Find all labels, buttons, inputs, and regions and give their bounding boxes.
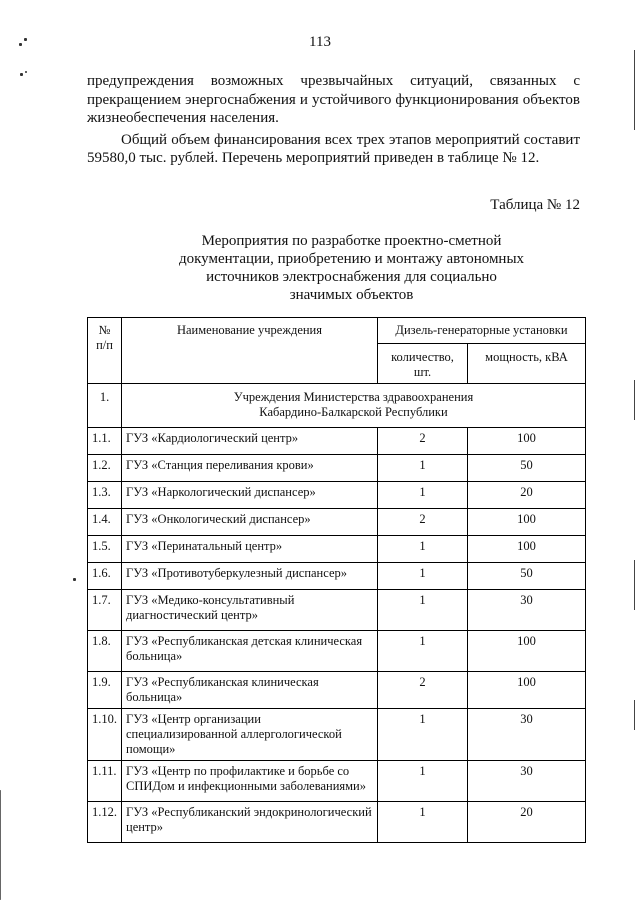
row-institution-name: ГУЗ «Центр организации специализированной аллергологической помощи» xyxy=(122,709,378,761)
row-num: 1.10. xyxy=(88,709,122,761)
row-quantity: 1 xyxy=(378,482,468,509)
intro-paragraph-2: Общий объем финансирования всех трех этапов мероприятий составит 59580,0 тыс. рублей. Перечень мероприятий приведен в таблице № 12. xyxy=(87,131,580,166)
row-institution-name: ГУЗ «Кардиологический центр» xyxy=(122,428,378,455)
row-power: 30 xyxy=(468,709,586,761)
row-quantity: 2 xyxy=(378,509,468,536)
row-institution-name: ГУЗ «Станция переливания крови» xyxy=(122,455,378,482)
row-num: 1.11. xyxy=(88,761,122,802)
table-row xyxy=(88,428,586,455)
row-num: 1.5. xyxy=(88,536,122,563)
table-row xyxy=(88,761,586,802)
row-institution-name: ГУЗ «Медико-консультативный диагностический центр» xyxy=(122,590,378,631)
scan-speck xyxy=(73,578,76,581)
row-num: 1.7. xyxy=(88,590,122,631)
row-power: 20 xyxy=(468,482,586,509)
table-row xyxy=(88,802,586,843)
table-title-line: значимых объектов xyxy=(289,287,414,303)
row-power: 20 xyxy=(468,802,586,843)
row-power: 100 xyxy=(468,428,586,455)
row-power: 50 xyxy=(468,563,586,590)
row-quantity: 1 xyxy=(378,455,468,482)
table-row xyxy=(88,709,586,761)
row-institution-name: ГУЗ «Перинатальный центр» xyxy=(122,536,378,563)
row-power: 30 xyxy=(468,761,586,802)
row-power: 100 xyxy=(468,536,586,563)
measures-table xyxy=(87,317,586,843)
row-power: 100 xyxy=(468,631,586,672)
row-num: 1.3. xyxy=(88,482,122,509)
table-title-line: источников электроснабжения для социально xyxy=(206,269,497,285)
intro-paragraph-1: предупреждения возможных чрезвычайных ситуаций, связанных с прекращением энергоснабжения и устойчивого функционирования объектов жизнеобеспечения населения. xyxy=(87,73,580,126)
table-title-line: Мероприятия по разработке проектно-сметной xyxy=(201,233,502,249)
row-quantity: 1 xyxy=(378,536,468,563)
table-row xyxy=(88,672,586,709)
scan-speck xyxy=(20,73,23,76)
scan-edge-line xyxy=(634,380,635,420)
table-row xyxy=(88,536,586,563)
table-row xyxy=(88,590,586,631)
row-num: 1.4. xyxy=(88,509,122,536)
scan-edge-line xyxy=(634,700,635,730)
section-num: 1. xyxy=(88,384,122,428)
section-row xyxy=(88,384,586,428)
table-row xyxy=(88,455,586,482)
intro-text xyxy=(87,72,580,168)
row-power: 100 xyxy=(468,509,586,536)
table-row xyxy=(88,509,586,536)
row-institution-name: ГУЗ «Онкологический диспансер» xyxy=(122,509,378,536)
header-quantity: количество, шт. xyxy=(378,344,468,384)
table-row xyxy=(88,631,586,672)
row-quantity: 1 xyxy=(378,631,468,672)
row-institution-name: ГУЗ «Центр по профилактике и борьбе со СПИДом и инфекционными заболеваниями» xyxy=(122,761,378,802)
page-number: 113 xyxy=(309,34,331,50)
section-title xyxy=(122,384,586,428)
header-name: Наименование учреждения xyxy=(122,318,378,384)
table-title xyxy=(150,232,553,304)
row-power: 50 xyxy=(468,455,586,482)
row-num: 1.1. xyxy=(88,428,122,455)
table-row xyxy=(88,563,586,590)
header-power: мощность, кВА xyxy=(468,344,586,384)
row-num: 1.6. xyxy=(88,563,122,590)
row-quantity: 1 xyxy=(378,590,468,631)
row-institution-name: ГУЗ «Противотуберкулезный диспансер» xyxy=(122,563,378,590)
scan-edge-line xyxy=(634,50,635,130)
row-quantity: 1 xyxy=(378,802,468,843)
row-quantity: 2 xyxy=(378,672,468,709)
row-quantity: 2 xyxy=(378,428,468,455)
row-quantity: 1 xyxy=(378,709,468,761)
header-diesel-generators: Дизель-генераторные установки xyxy=(378,318,586,344)
scan-edge-line xyxy=(0,790,1,900)
row-num: 1.9. xyxy=(88,672,122,709)
row-quantity: 1 xyxy=(378,563,468,590)
section-title-line: Кабардино-Балкарской Республики xyxy=(259,405,448,419)
row-institution-name: ГУЗ «Республиканская клиническая больница» xyxy=(122,672,378,709)
row-num: 1.8. xyxy=(88,631,122,672)
header-num: № п/п xyxy=(88,318,122,384)
row-institution-name: ГУЗ «Республиканская детская клиническая больница» xyxy=(122,631,378,672)
row-power: 30 xyxy=(468,590,586,631)
row-num: 1.12. xyxy=(88,802,122,843)
section-title-line: Учреждения Министерства здравоохранения xyxy=(233,390,474,404)
scan-speck xyxy=(25,71,27,73)
table-title-line: документации, приобретению и монтажу автономных xyxy=(178,251,525,267)
row-quantity: 1 xyxy=(378,761,468,802)
row-num: 1.2. xyxy=(88,455,122,482)
table-number: Таблица № 12 xyxy=(490,197,580,213)
row-institution-name: ГУЗ «Наркологический диспансер» xyxy=(122,482,378,509)
row-power: 100 xyxy=(468,672,586,709)
row-institution-name: ГУЗ «Республиканский эндокринологический центр» xyxy=(122,802,378,843)
scan-edge-line xyxy=(634,560,635,610)
table-row xyxy=(88,482,586,509)
